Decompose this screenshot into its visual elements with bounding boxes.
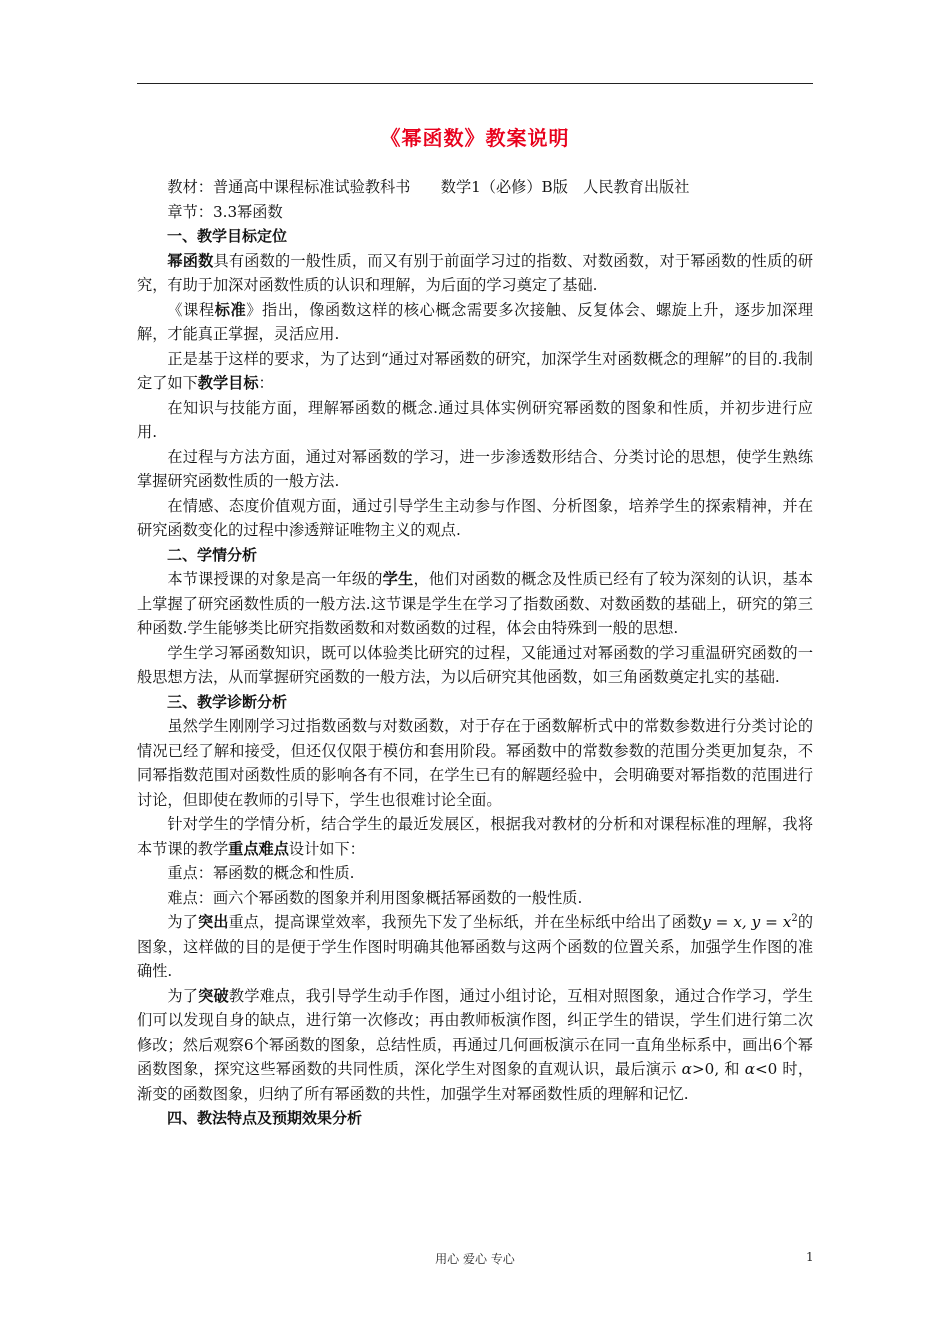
s1-paragraph-1	[137, 249, 813, 298]
s1-p3-a: 正是基于这样的要求，为了达到“通过对幂函数的研究，加深学生对函数概念的理解”的目的.我制定了如下	[137, 349, 813, 392]
alpha-symbol: α	[681, 1060, 692, 1078]
s3-p6-d: <0 时，渐变的函数图象，归纳了所有幂函数的共性，加强学生对幂函数性质的理解和记忆.	[137, 1060, 814, 1103]
s3-p6-bold: 突破	[198, 986, 229, 1005]
s3-p5-c: 的图象，这样做的目的是便于学生作图时明确其他幂函数与这两个函数的位置关系，加强学生作图的准确性.	[137, 913, 814, 980]
s3-paragraph-3: 重点：幂函数的概念和性质.	[167, 864, 355, 882]
s2-paragraph-1	[137, 567, 813, 641]
s1-p1-text: 具有函数的一般性质，而又有别于前面学习过的指数、对数函数，对于幂函数的性质的研究，有助于加深对函数性质的认识和理解，为后面的学习奠定了基础.	[137, 251, 814, 294]
alpha-symbol: α	[744, 1060, 755, 1078]
section-4-heading: 四、教法特点及预期效果分析	[167, 1109, 363, 1127]
s1-paragraph-5: 在过程与方法方面，通过对幂函数的学习，进一步渗透数形结合、分类讨论的思想，使学生熟练掌握研究函数性质的一般方法.	[137, 447, 813, 490]
s1-p2-a: 《课程	[167, 300, 215, 319]
page-number: 1	[806, 1250, 814, 1264]
s3-p5-a: 为了	[167, 913, 198, 931]
s3-p2-bold: 重点难点	[228, 839, 289, 858]
s2-p1-bold: 学生	[382, 570, 414, 588]
s3-p2-b: 设计如下：	[288, 839, 365, 858]
s3-p6-a: 为了	[167, 986, 199, 1005]
math-formula: y = x, y = x	[702, 913, 792, 931]
s3-p5-bold: 突出	[197, 913, 229, 931]
s3-p6-b: 教学难点，我引导学生动手作图，通过小组讨论，互相对照图象，通过合作学习，学生们可以发现自身的缺点，进行第一次修改；再由教师板演作图，纠正学生的错误，学生们进行第二次修改；然后观察6个幂函数的图象，总结性质，再通过几何画板演示在同一直角坐标系中，画出6个幂函数图象，探究这些幂函数的共同性质，深化学生对图象的直观认识，最后演示	[137, 986, 814, 1078]
section-3-heading: 三、教学诊断分析	[167, 692, 288, 711]
section-1-heading: 一、教学目标定位	[167, 227, 288, 245]
s3-paragraph-5	[137, 910, 813, 984]
s1-p3-b: ：	[258, 374, 274, 392]
document-body	[137, 175, 813, 1131]
s1-paragraph-4: 在知识与技能方面，理解幂函数的概念.通过具体实例研究幂函数的图象和性质，并初步进行应用.	[137, 398, 813, 441]
chapter-line: 章节：3.3幂函数	[167, 202, 283, 221]
s3-p5-b: 重点，提高课堂效率，我预先下发了坐标纸，并在坐标纸中给出了函数	[228, 913, 703, 931]
section-2-heading: 二、学情分析	[167, 545, 258, 564]
s1-paragraph-6: 在情感、态度价值观方面，通过引导学生主动参与作图、分析图象，培养学生的探索精神，并在研究函数变化的过程中渗透辩证唯物主义的观点.	[137, 496, 813, 539]
s1-paragraph-3	[137, 347, 813, 396]
s3-paragraph-4: 难点：画六个幂函数的图象并利用图象概括幂函数的一般性质.	[167, 888, 583, 907]
s1-p2-b: 》指出，像函数这样的核心概念需要多次接触、反复体会、螺旋上升，逐步加深理解，才能真正掌握，灵活应用.	[137, 300, 814, 343]
s3-paragraph-2	[137, 812, 813, 861]
s2-paragraph-2: 学生学习幂函数知识，既可以体验类比研究的过程，又能通过对幂函数的学习重温研究函数的一般思想方法，从而掌握研究函数的一般方法，为以后研究其他函数，如三角函数奠定扎实的基础.	[137, 643, 813, 686]
document-title: 《幂函数》教案说明	[380, 126, 570, 150]
s3-p6-c: >0, 和	[691, 1060, 745, 1078]
header-rule	[137, 83, 813, 84]
page-footer: 用心 爱心 专心	[435, 1252, 515, 1266]
s3-paragraph-6	[137, 984, 813, 1107]
s1-p2-bold: 标准	[214, 300, 247, 319]
s3-paragraph-1: 虽然学生刚刚学习过指数函数与对数函数，对于存在于函数解析式中的常数参数进行分类讨论的情况已经了解和接受，但还仅仅限于模仿和套用阶段。幂函数中的常数参数的范围分类更加复杂，不同幂指数范围对函数性质的影响各有不同，在学生已有的解题经验中，会明确要对幂指数的范围进行讨论，但即使在教师的引导下，学生也很难讨论全面。	[137, 717, 813, 809]
textbook-line: 教材：普通高中课程标准试验教科书 数学1（必修）B版 人民教育出版社	[167, 178, 690, 196]
s2-p1-a: 本节课授课的对象是高一年级的	[167, 570, 383, 588]
s1-p3-bold: 教学目标	[197, 374, 259, 392]
s3-p2-a: 针对学生的学情分析，结合学生的最近发展区，根据我对教材的分析和对课程标准的理解，我将本节课的教学	[137, 815, 813, 858]
s1-p1-bold: 幂函数	[167, 251, 214, 270]
s1-paragraph-2	[137, 298, 813, 347]
math-exponent: 2	[791, 912, 798, 924]
s2-p1-b: ，他们对函数的概念及性质已经有了较为深刻的认识，基本上掌握了研究函数性质的一般方法.这节课是学生在学习了指数函数、对数函数的基础上，研究的第三种函数.学生能够类比研究指数函数和对数函数的过程，体会由特殊到一般的思想.	[137, 570, 814, 637]
